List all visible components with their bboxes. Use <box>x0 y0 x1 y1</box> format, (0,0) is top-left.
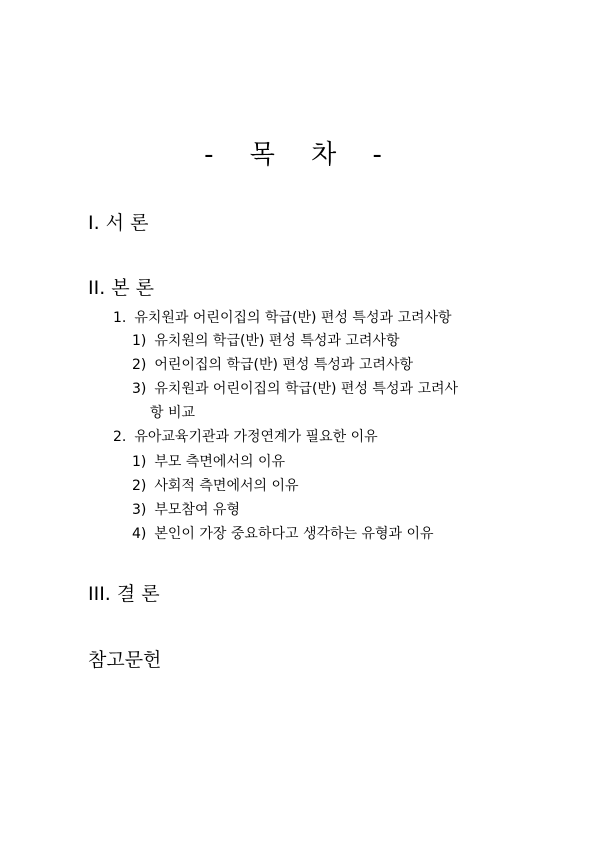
section-introduction: I. 서 론 <box>88 212 149 234</box>
section-references: 참고문헌 <box>88 649 162 671</box>
toc-item-text: 부모 측면에서의 이유 <box>154 454 285 470</box>
toc-item-text: 유치원과 어린이집의 학급(반) 편성 특성과 고려사항 <box>134 310 452 326</box>
toc-item-1-2 <box>132 355 413 375</box>
toc-item-2-1 <box>132 452 285 472</box>
section-body: II. 본 론 <box>88 277 155 299</box>
toc-item-2 <box>113 427 378 447</box>
toc-item-text: 유치원과 어린이집의 학급(반) 편성 특성과 고려사 <box>154 381 459 397</box>
toc-title: - 목 차 - <box>204 140 396 170</box>
toc-item-1-3-continuation: 항 비교 <box>150 405 196 421</box>
toc-item-2-3 <box>132 500 240 520</box>
toc-item-1-1 <box>132 331 399 351</box>
toc-item-text: 유아교육기관과 가정연계가 필요한 이유 <box>134 429 378 445</box>
toc-item-text: 사회적 측면에서의 이유 <box>154 478 299 494</box>
toc-item-text: 본인이 가장 중요하다고 생각하는 유형과 이유 <box>154 526 434 542</box>
toc-item-number: 3) <box>132 381 147 397</box>
toc-item-1-3 <box>132 379 458 399</box>
toc-item-1 <box>113 308 452 328</box>
toc-item-text: 어린이집의 학급(반) 편성 특성과 고려사항 <box>154 357 414 373</box>
toc-item-number: 2) <box>132 478 147 494</box>
toc-item-text: 부모참여 유형 <box>154 502 240 518</box>
section-conclusion: III. 결 론 <box>88 583 160 605</box>
toc-item-number: 4) <box>132 526 147 542</box>
toc-item-number: 2) <box>132 357 147 373</box>
toc-item-number: 2. <box>113 429 127 445</box>
toc-item-number: 3) <box>132 502 147 518</box>
toc-item-text: 유치원의 학급(반) 편성 특성과 고려사항 <box>154 333 400 349</box>
toc-item-2-2 <box>132 476 299 496</box>
toc-item-number: 1) <box>132 333 147 349</box>
toc-item-number: 1. <box>113 310 127 326</box>
toc-item-number: 1) <box>132 454 147 470</box>
toc-item-2-4 <box>132 524 434 544</box>
